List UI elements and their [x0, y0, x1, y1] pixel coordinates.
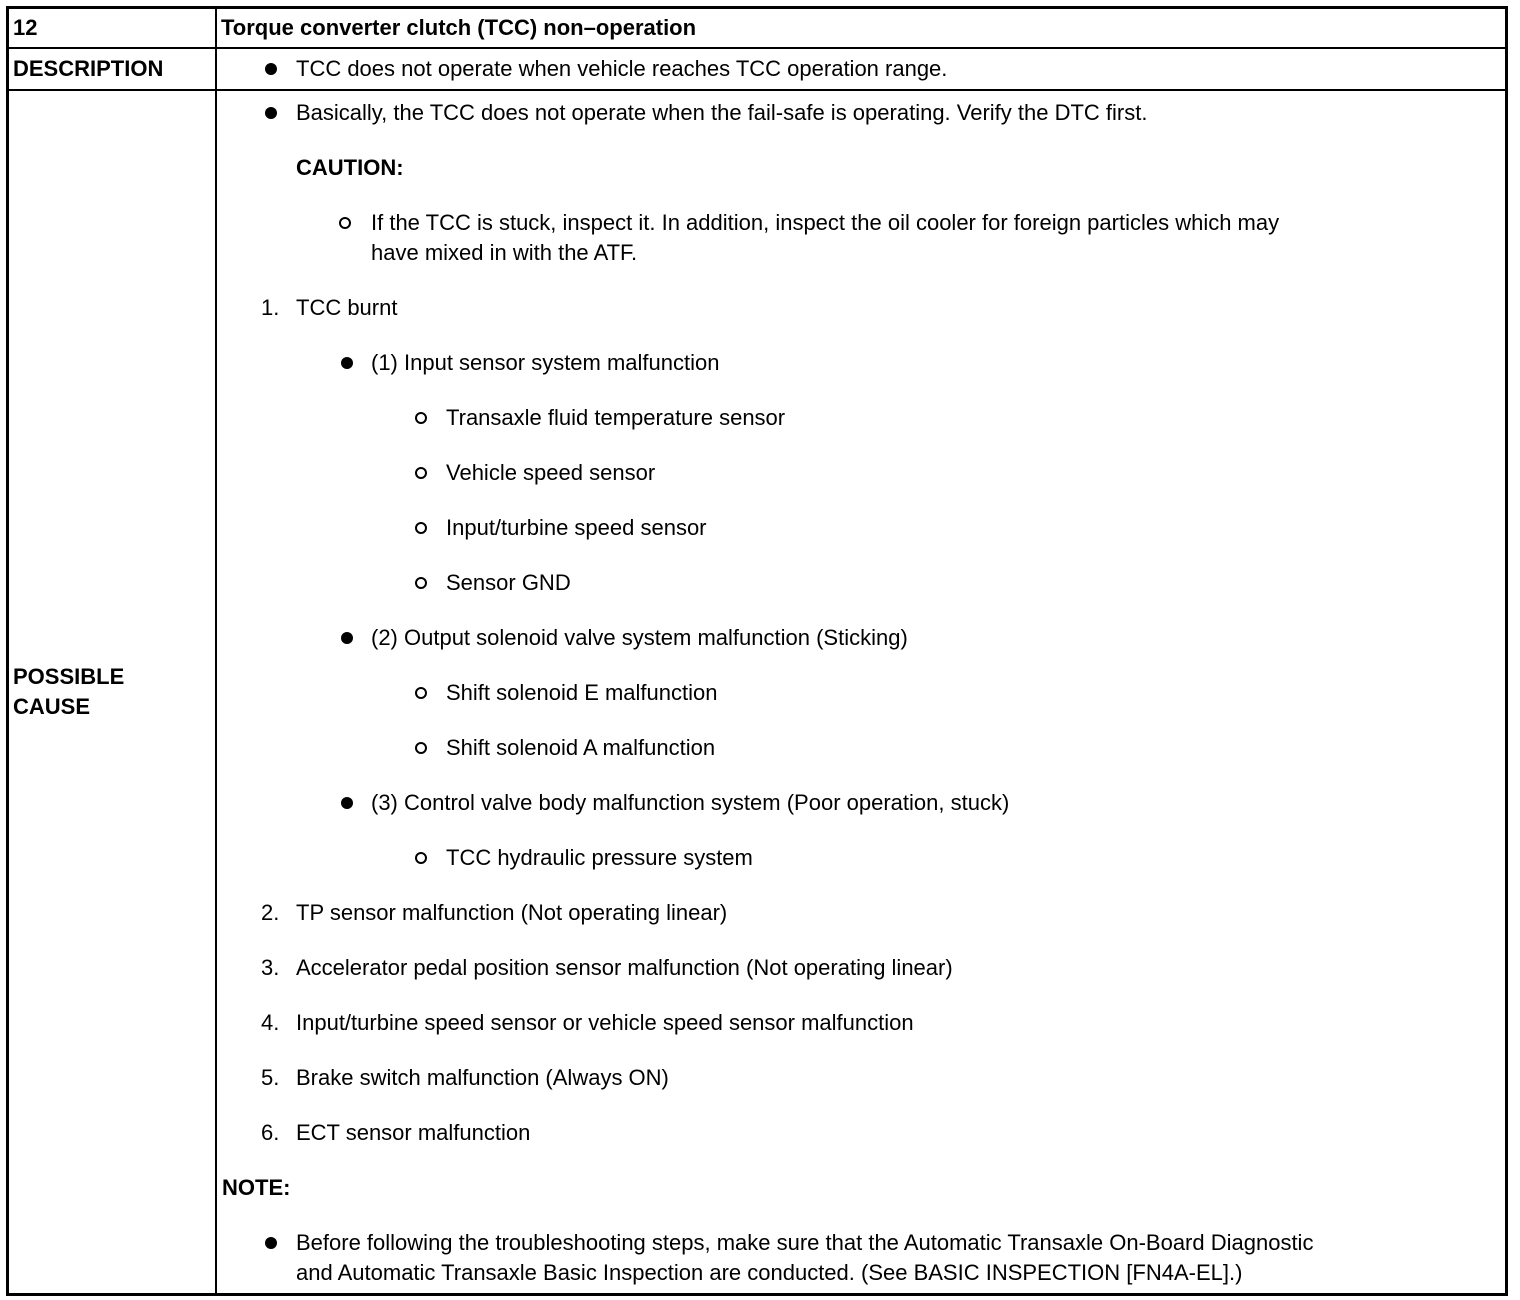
subcause-2-item: Shift solenoid A malfunction — [446, 735, 716, 760]
cause-text: Accelerator pedal position sensor malfunction (Not operating linear) — [296, 955, 953, 980]
cause-number: 2. — [261, 900, 280, 925]
intro-text: Basically, the TCC does not operate when the fail-safe is operating. Verify the DTC first. — [296, 100, 1148, 125]
note-text-line2: and Automatic Transaxle Basic Inspection are conducted. (See BASIC INSPECTION [FN4A-EL].) — [296, 1260, 1243, 1285]
subcause-2: (2) Output solenoid valve system malfunction (Sticking) — [371, 625, 908, 650]
cause-number: 3. — [261, 955, 280, 980]
subcause-1: (1) Input sensor system malfunction — [371, 350, 720, 375]
description-label: DESCRIPTION — [8, 48, 217, 90]
subcause-1-item: Vehicle speed sensor — [446, 460, 656, 485]
cause-number: 1. — [261, 295, 280, 320]
possible-cause-row — [8, 90, 1507, 1295]
cause-text: Brake switch malfunction (Always ON) — [296, 1065, 669, 1090]
subcause-1-item: Transaxle fluid temperature sensor — [446, 405, 786, 430]
circle-bullet-icon — [415, 412, 427, 424]
caution-text-line2: have mixed in with the ATF. — [371, 240, 638, 265]
bullet-icon — [265, 1237, 277, 1249]
header-row — [8, 8, 1507, 49]
cause-number: 5. — [261, 1065, 280, 1090]
caution-label: CAUTION: — [296, 155, 404, 180]
cause-text: ECT sensor malfunction — [296, 1120, 531, 1145]
cause-text: Input/turbine speed sensor or vehicle speed sensor malfunction — [296, 1010, 914, 1035]
circle-bullet-icon — [415, 687, 427, 699]
bullet-icon — [341, 357, 353, 369]
cause-number: 6. — [261, 1120, 280, 1145]
circle-bullet-icon — [415, 522, 427, 534]
possible-cause-label-line1: POSSIBLE — [13, 664, 125, 689]
circle-bullet-icon — [415, 742, 427, 754]
description-content — [216, 48, 1507, 90]
subcause-3-item: TCC hydraulic pressure system — [446, 845, 753, 870]
description-row — [8, 48, 1507, 90]
subcause-1-item: Sensor GND — [446, 570, 571, 595]
caution-text-line1: If the TCC is stuck, inspect it. In addition, inspect the oil cooler for foreign particles which may — [371, 210, 1280, 235]
note-label: NOTE: — [222, 1175, 291, 1200]
bullet-icon — [265, 107, 277, 119]
troubleshooting-table — [6, 6, 1508, 1296]
circle-bullet-icon — [415, 467, 427, 479]
bullet-icon — [341, 632, 353, 644]
subcause-2-item: Shift solenoid E malfunction — [446, 680, 718, 705]
subcause-1-item: Input/turbine speed sensor — [446, 515, 707, 540]
possible-cause-label-line2: CAUSE — [13, 694, 91, 719]
bullet-icon — [265, 63, 277, 75]
bullet-icon — [341, 797, 353, 809]
circle-bullet-icon — [415, 577, 427, 589]
cause-text: TP sensor malfunction (Not operating linear) — [296, 900, 728, 925]
possible-cause-label — [8, 90, 217, 1295]
description-item: TCC does not operate when vehicle reaches TCC operation range. — [296, 56, 948, 81]
cause-text: TCC burnt — [296, 295, 398, 320]
subcause-3: (3) Control valve body malfunction system (Poor operation, stuck) — [371, 790, 1010, 815]
step-title: Torque converter clutch (TCC) non–operation — [216, 8, 1507, 49]
circle-bullet-icon — [339, 217, 351, 229]
possible-cause-content — [216, 90, 1507, 1295]
step-number: 12 — [8, 8, 217, 49]
note-text-line1: Before following the troubleshooting steps, make sure that the Automatic Transaxle On-Board Diagnostic — [296, 1230, 1314, 1255]
circle-bullet-icon — [415, 852, 427, 864]
cause-number: 4. — [261, 1010, 280, 1035]
